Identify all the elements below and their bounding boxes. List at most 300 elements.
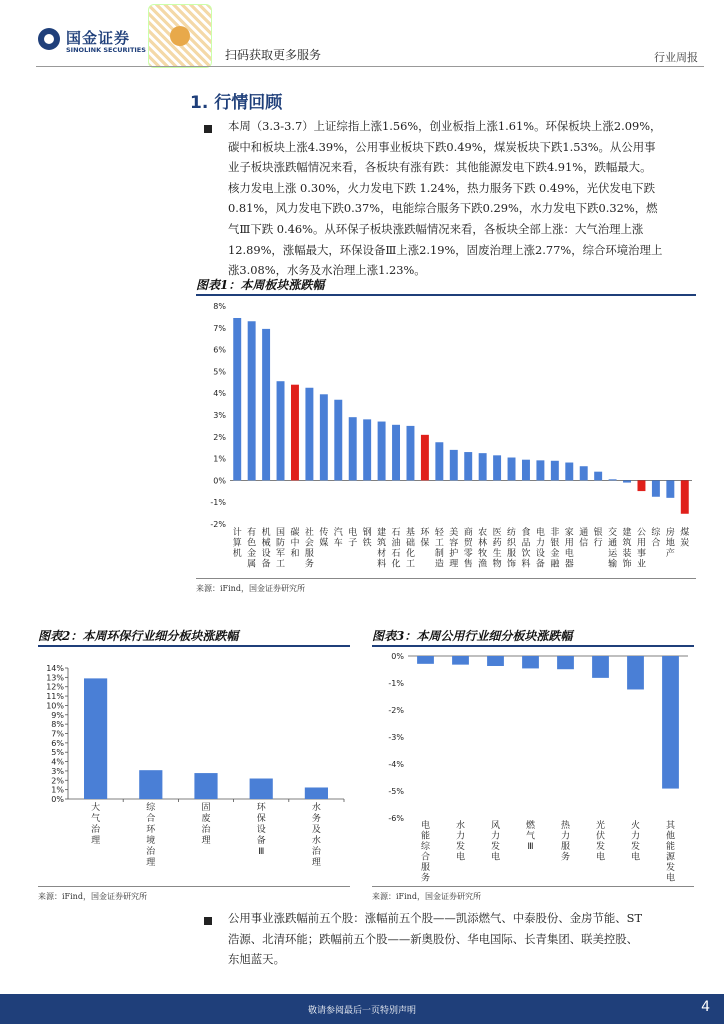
x-category-label-char: 事 — [636, 549, 646, 559]
y-tick-label: 8% — [213, 302, 226, 311]
y-tick-label: -2% — [388, 706, 404, 715]
x-category-label — [201, 802, 211, 846]
x-category-label-char: 服 — [507, 549, 517, 559]
x-category-label-char: 发 — [490, 842, 501, 852]
bar-火力发电 — [627, 656, 644, 689]
y-tick-label: 12% — [46, 682, 64, 692]
x-category-label-char: 商 — [463, 528, 473, 538]
x-category-label-char: 理 — [201, 836, 211, 846]
x-category-label-char: 服 — [420, 863, 431, 873]
x-category-label — [146, 801, 156, 868]
paragraph-line: 本周（3.3-3.7）上证综指上涨1.56%，创业板指上涨1.61%。环保板块上涨2.09%， — [228, 119, 662, 133]
x-category-label-char: 交 — [608, 528, 618, 538]
x-category-label-char: 军 — [276, 549, 286, 559]
x-category-label-char: 机 — [261, 528, 271, 538]
x-category-label-char: 电 — [490, 852, 501, 863]
x-category-label-char: 机 — [232, 549, 242, 559]
sector-performance-chart — [196, 296, 696, 576]
bar-通信 — [580, 466, 588, 480]
x-category-label-char: 铁 — [362, 538, 372, 549]
x-category-label-char: 化 — [405, 549, 415, 559]
x-category-label — [312, 801, 322, 868]
x-category-label-char: 环 — [420, 528, 430, 538]
x-category-label-char: 医 — [492, 528, 502, 538]
x-category-label-char: 银 — [550, 538, 560, 549]
x-category-label-char: 容 — [449, 538, 459, 549]
company-logo-icon — [38, 28, 60, 50]
x-category-label-char: 废 — [201, 814, 211, 824]
paragraph-line: 气Ⅲ下跌 0.46%。从环保子板块涨跌幅情况来看，各板块全部上涨：大气治理上涨 — [228, 221, 644, 236]
x-category-label-char: 输 — [608, 559, 618, 570]
utility-subsector-chart — [372, 648, 694, 884]
x-category-label-char: 合 — [651, 538, 661, 549]
bar-国防军工 — [277, 381, 285, 480]
x-category-label — [456, 819, 465, 863]
bar-医药生物 — [493, 455, 501, 480]
x-category-label-char: 电 — [535, 528, 545, 538]
x-category-label-char: 水 — [455, 821, 466, 831]
x-category-label-char: 他 — [665, 831, 676, 842]
header-divider — [36, 66, 704, 67]
bullet-icon — [204, 917, 212, 925]
x-category-label-char: 治 — [311, 847, 321, 857]
x-category-label-char: 保 — [420, 538, 430, 549]
x-category-label-char: 生 — [492, 549, 502, 559]
bar-固废治理 — [194, 773, 217, 799]
figure-2-top-rule — [38, 645, 350, 647]
x-category-label — [377, 526, 386, 570]
x-category-label-char: 农 — [478, 528, 488, 538]
x-category-label-char: 金 — [247, 549, 257, 559]
scan-prompt: 扫码获取更多服务 — [225, 48, 322, 62]
x-category-label — [290, 526, 299, 559]
paragraph-line: 浩源、北清环能；跌幅前五个股——新奥股份、华电国际、长青集团、联美控股、 — [228, 931, 639, 946]
x-category-label-char: Ⅲ — [258, 847, 265, 857]
x-category-label — [565, 526, 574, 570]
x-category-label — [305, 526, 314, 570]
x-category-label-char: 保 — [256, 814, 266, 824]
bar-计算机 — [233, 318, 241, 480]
x-category-label-char: 牧 — [478, 549, 488, 559]
x-category-label-char: 色 — [247, 538, 257, 549]
x-category-label-char: 纺 — [507, 528, 517, 538]
x-category-label — [550, 526, 560, 570]
bar-电子 — [349, 417, 357, 480]
figure-1-bottom-rule — [196, 578, 696, 579]
x-category-label — [493, 527, 502, 570]
bar-综合 — [652, 480, 660, 496]
x-category-label-char: 燃 — [525, 821, 536, 831]
x-category-label-char: 工 — [276, 559, 286, 570]
x-category-label — [435, 526, 445, 570]
x-category-label-char: 钢 — [362, 528, 372, 538]
x-category-label — [334, 526, 343, 549]
x-category-label-char: 备 — [535, 559, 545, 570]
figure-1-source: 来源：iFind，国金证券研究所 — [196, 584, 305, 593]
x-category-label-char: 务 — [420, 873, 431, 884]
x-category-label-char: 化 — [391, 559, 401, 570]
x-category-label-char: 物 — [492, 559, 502, 570]
x-category-label-char: 媒 — [319, 538, 329, 549]
y-tick-label: 8% — [51, 720, 64, 730]
paragraph-line: 公用事业涨跌幅前五个股：涨幅前五个股——凯添燃气、中泰股份、金房节能、ST — [228, 911, 643, 925]
x-category-label-char: 装 — [622, 549, 632, 559]
bar-热力服务 — [557, 656, 574, 669]
x-category-label-char: 大 — [91, 803, 101, 813]
y-tick-label: 11% — [46, 692, 64, 702]
x-category-label-char: 用 — [636, 538, 646, 549]
x-category-label-char: 筑 — [622, 538, 632, 549]
report-type-label: 行业周报 — [654, 51, 698, 64]
x-category-label — [608, 526, 618, 570]
x-category-label-char: 材 — [377, 549, 387, 559]
x-category-label-char: 理 — [146, 858, 156, 868]
x-category-label-char: 融 — [550, 559, 560, 570]
bar-社会服务 — [305, 388, 313, 481]
x-category-label-char: 气 — [525, 831, 536, 842]
x-category-label — [233, 526, 242, 559]
x-category-label-char: 油 — [391, 538, 401, 549]
bar-综合环境治理 — [139, 770, 162, 799]
x-category-label-char: 治 — [201, 825, 211, 835]
x-category-label-char: 理 — [311, 858, 321, 868]
bar-水力发电 — [452, 656, 469, 665]
bar-水务及水治理 — [305, 787, 328, 799]
environmental-subsector-chart — [38, 648, 350, 884]
x-category-label — [449, 526, 458, 570]
x-category-label-char: 服 — [304, 549, 314, 559]
x-category-label-char: 综 — [146, 803, 156, 813]
x-category-label-char: 治 — [91, 825, 101, 835]
x-category-label — [276, 527, 285, 570]
top-stocks-paragraph — [228, 908, 694, 970]
x-category-label-char: 子 — [348, 538, 358, 549]
x-category-label-char: 炭 — [680, 538, 690, 549]
x-category-label-char: 力 — [560, 831, 571, 842]
x-category-label-char: 家 — [564, 528, 574, 538]
x-category-label-char: 地 — [665, 538, 675, 549]
y-tick-label: 9% — [51, 710, 64, 720]
figure-3-bottom-rule — [372, 886, 694, 887]
y-tick-label: -1% — [388, 679, 404, 688]
x-category-label-char: 石 — [391, 528, 401, 538]
x-category-label — [596, 819, 605, 863]
x-category-label — [680, 526, 689, 549]
x-category-label-char: 工 — [434, 538, 444, 549]
logo-text-en: SINOLINK SECURITIES — [66, 46, 146, 54]
bar-交通运输 — [609, 479, 617, 480]
x-category-label-char: 备 — [256, 836, 266, 846]
x-category-label-char: 运 — [608, 549, 618, 559]
x-category-label — [651, 526, 661, 549]
x-category-label-char: 力 — [630, 831, 641, 842]
x-category-label — [491, 820, 500, 863]
y-tick-label: 6% — [213, 345, 226, 355]
x-category-label — [631, 819, 640, 863]
y-tick-label: -3% — [388, 733, 404, 742]
page-number: 4 — [701, 999, 710, 1015]
paragraph-line: 12.89%，涨幅最大，环保设备Ⅲ上涨2.19%，固废治理上涨2.77%，综合环境治理上 — [228, 242, 663, 257]
y-tick-label: 5% — [51, 748, 64, 758]
x-category-label-char: 防 — [276, 538, 286, 549]
x-category-label-char: 力 — [455, 831, 466, 842]
x-category-label-char: 社 — [304, 528, 314, 538]
x-category-label — [363, 526, 372, 549]
y-tick-label: -4% — [388, 760, 404, 769]
x-category-label-char: 饰 — [507, 559, 517, 570]
paragraph-line: 碳中和板块上涨4.39%，公用事业板块下跌0.49%，煤炭板块下跌1.53%。从公用事 — [228, 139, 656, 154]
y-tick-label: 0% — [51, 795, 64, 804]
x-category-label-char: 属 — [247, 559, 257, 570]
x-category-label-char: 境 — [146, 836, 156, 846]
figure-2-bottom-rule — [38, 886, 350, 887]
x-category-label-char: 用 — [564, 538, 574, 549]
bar-传媒 — [320, 394, 328, 480]
bar-石油石化 — [392, 425, 400, 481]
bar-汽车 — [334, 400, 342, 481]
x-category-label-char: 传 — [319, 528, 329, 538]
bar-商贸零售 — [464, 452, 472, 480]
x-category-label-char: 计 — [232, 528, 242, 538]
x-category-label — [561, 819, 571, 863]
y-tick-label: 4% — [213, 389, 226, 399]
x-category-label-char: 务 — [560, 852, 571, 863]
x-category-label-char: 产 — [665, 549, 675, 559]
x-category-label-char: 建 — [622, 528, 632, 538]
y-tick-label: 7% — [213, 323, 226, 333]
x-category-label-char: 护 — [449, 549, 459, 559]
bar-建筑装饰 — [623, 480, 631, 482]
bar-碳中和 — [291, 385, 299, 481]
bar-风力发电 — [487, 656, 504, 666]
y-tick-label: 13% — [46, 673, 64, 683]
x-category-label-char: 能 — [420, 831, 431, 842]
market-review-paragraph — [228, 116, 694, 281]
x-category-label-char: 热 — [560, 821, 571, 831]
x-category-label-char: 光 — [595, 821, 606, 831]
y-tick-label: 3% — [51, 766, 64, 776]
logo-text-cn: 国金证券 — [66, 29, 131, 47]
x-category-label — [637, 527, 646, 570]
x-category-label — [406, 526, 415, 570]
y-tick-label: 6% — [51, 738, 64, 748]
y-tick-label: 14% — [46, 664, 64, 673]
x-category-label-char: 综 — [420, 842, 431, 852]
x-category-label-char: 务 — [304, 559, 314, 570]
x-category-label-char: 有 — [247, 528, 257, 538]
y-tick-label: 10% — [46, 701, 64, 711]
x-category-label-char: 筑 — [377, 538, 387, 549]
x-category-label-char: 电 — [455, 852, 466, 863]
x-category-label-char: 合 — [146, 814, 156, 824]
x-category-label-char: 治 — [146, 847, 156, 857]
figure-2-title: 图表2：本周环保行业细分板块涨跌幅 — [38, 629, 239, 643]
x-category-label — [579, 527, 588, 549]
bar-大气治理 — [84, 678, 107, 799]
x-category-label-char: 碳 — [290, 528, 300, 538]
x-category-label-char: 发 — [455, 842, 466, 852]
x-category-label-char: 国 — [276, 528, 286, 538]
bar-食品饮料 — [522, 460, 530, 481]
x-category-label-char: 料 — [377, 559, 387, 570]
qr-code-icon[interactable] — [148, 4, 212, 68]
figure-1-title: 图表1：本周板块涨跌幅 — [196, 278, 325, 292]
x-category-label-char: 贸 — [463, 538, 473, 549]
x-category-label — [392, 527, 401, 570]
x-category-label-char: 发 — [665, 863, 676, 873]
bar-家用电器 — [565, 463, 573, 481]
x-category-label-char: 设 — [261, 549, 271, 559]
y-tick-label: 0% — [213, 476, 226, 486]
x-category-label-char: 工 — [405, 559, 415, 570]
bar-机械设备 — [262, 329, 270, 481]
paragraph-line: 核力发电上涨 0.30%，火力发电下跌 1.24%，热力服务下跌 0.49%，光伏发电下跌 — [228, 180, 655, 195]
x-category-label — [666, 526, 675, 559]
x-category-label-char: 饰 — [622, 559, 632, 570]
x-category-label-char: 设 — [535, 549, 545, 559]
x-category-label-char: 电 — [665, 873, 676, 884]
x-category-label-char: 气 — [91, 814, 101, 824]
footer-disclaimer[interactable]: 敬请参阅最后一页特别声明 — [307, 1006, 416, 1016]
x-category-label-char: 建 — [377, 528, 387, 538]
y-tick-label: 1% — [213, 454, 226, 464]
x-category-label-char: 发 — [595, 842, 606, 852]
x-category-label-char: 车 — [333, 538, 343, 549]
x-category-label-char: 通 — [579, 528, 589, 538]
paragraph-line: 东旭蓝天。 — [228, 952, 285, 967]
x-category-label — [257, 802, 267, 857]
x-category-label-char: 基 — [405, 528, 415, 538]
bullet-icon — [204, 125, 212, 133]
x-category-label-char: 服 — [560, 842, 571, 852]
x-category-label — [623, 526, 632, 570]
bar-有色金属 — [248, 321, 256, 480]
x-category-label-char: 渔 — [478, 559, 488, 570]
x-category-label-char: 房 — [665, 528, 675, 538]
x-category-label-char: 算 — [232, 538, 242, 549]
x-category-label-char: 及 — [311, 825, 321, 835]
x-category-label-char: 环 — [256, 803, 266, 813]
x-category-label-char: 品 — [521, 538, 531, 549]
figure-3-source: 来源：iFind，国金证券研究所 — [372, 892, 481, 901]
x-category-label-char: Ⅲ — [527, 842, 534, 852]
x-category-label-char: 务 — [311, 814, 321, 824]
bar-建筑材料 — [378, 422, 386, 481]
paragraph-line: 0.81%，风力发电下跌0.37%，电能综合服务下跌0.29%，水力发电下跌0.32%，燃 — [228, 201, 658, 216]
x-category-label — [666, 819, 676, 884]
x-category-label-char: 设 — [256, 825, 266, 835]
x-category-label-char: 电 — [348, 528, 358, 538]
y-tick-label: -1% — [210, 498, 226, 508]
y-tick-label: 7% — [51, 729, 64, 739]
x-category-label-char: 造 — [434, 559, 444, 570]
y-tick-label: 2% — [213, 432, 226, 442]
x-category-label-char: 织 — [507, 538, 517, 549]
x-category-label — [421, 819, 431, 884]
bar-光伏发电 — [592, 656, 609, 678]
x-category-label-char: 电 — [630, 852, 641, 863]
x-category-label-char: 通 — [608, 538, 618, 549]
y-tick-label: 3% — [213, 411, 226, 420]
x-category-label-char: 电 — [420, 821, 431, 831]
y-tick-label: 0% — [391, 652, 404, 661]
x-category-label-char: 银 — [593, 528, 603, 538]
x-category-label — [348, 526, 357, 549]
bar-燃气Ⅲ — [522, 656, 539, 668]
x-category-label-char: 力 — [490, 831, 501, 842]
figure-3-title: 图表3：本周公用行业细分板块涨跌幅 — [372, 629, 573, 643]
x-category-label-char: 源 — [665, 852, 676, 863]
x-category-label-char: 食 — [521, 528, 531, 538]
x-category-label — [464, 526, 474, 570]
y-tick-label: 2% — [51, 776, 64, 786]
bar-纺织服饰 — [508, 458, 516, 481]
x-category-label-char: 公 — [636, 528, 646, 538]
x-category-label — [91, 801, 101, 846]
x-category-label — [262, 526, 271, 570]
x-category-label-char: 环 — [146, 825, 156, 835]
x-category-label-char: 电 — [564, 549, 574, 559]
x-category-label-char: 料 — [521, 559, 531, 570]
x-category-label-char: 电 — [595, 852, 606, 863]
bar-电力设备 — [536, 460, 544, 480]
x-category-label-char: 础 — [405, 538, 415, 549]
x-category-label-char: 林 — [478, 538, 488, 549]
bar-基础化工 — [406, 426, 414, 481]
y-tick-label: -6% — [388, 814, 404, 823]
x-category-label-char: 发 — [630, 842, 641, 852]
bar-美容护理 — [450, 450, 458, 481]
y-tick-label: 5% — [213, 367, 226, 377]
x-category-label-char: 合 — [420, 852, 431, 863]
x-category-label-char: 械 — [261, 538, 271, 549]
bar-其他能源发电 — [662, 656, 679, 789]
bar-电能综合服务 — [417, 656, 434, 664]
figure-2-source: 来源：iFind，国金证券研究所 — [38, 892, 147, 901]
x-category-label-char: 备 — [261, 559, 271, 570]
x-category-label-char: 风 — [490, 821, 501, 831]
x-category-label-char: 石 — [391, 549, 401, 559]
x-category-label-char: 非 — [550, 528, 560, 538]
x-category-label-char: 伏 — [595, 831, 606, 842]
section-title: 1. 行情回顾 — [190, 93, 283, 113]
x-category-label — [526, 819, 536, 852]
x-category-label-char: 器 — [564, 559, 574, 570]
x-category-label-char: 汽 — [333, 528, 343, 538]
x-category-label-char: 信 — [579, 538, 589, 549]
x-category-label — [319, 526, 328, 549]
x-category-label-char: 会 — [304, 538, 314, 549]
paragraph-line: 业子板块涨跌幅情况来看，各板块有涨有跌：其他能源发电下跌4.91%，跌幅最大。 — [228, 160, 652, 175]
x-category-label-char: 固 — [201, 803, 211, 813]
x-category-label-char: 制 — [434, 549, 444, 559]
y-tick-label: -2% — [210, 520, 226, 529]
x-category-label-char: 金 — [550, 549, 560, 559]
x-category-label — [521, 526, 530, 570]
x-category-label — [247, 526, 256, 570]
bar-轻工制造 — [435, 442, 443, 480]
bar-房地产 — [666, 480, 674, 497]
x-category-label-char: 美 — [449, 528, 459, 538]
y-tick-label: 1% — [51, 785, 64, 795]
x-category-label-char: 其 — [665, 821, 676, 831]
x-category-label — [536, 526, 545, 570]
bar-环保设备Ⅲ — [250, 779, 273, 799]
x-category-label-char: 能 — [665, 842, 676, 852]
x-category-label-char: 理 — [91, 836, 101, 846]
x-category-label-char: 煤 — [680, 528, 690, 538]
x-category-label-char: 综 — [651, 528, 661, 538]
